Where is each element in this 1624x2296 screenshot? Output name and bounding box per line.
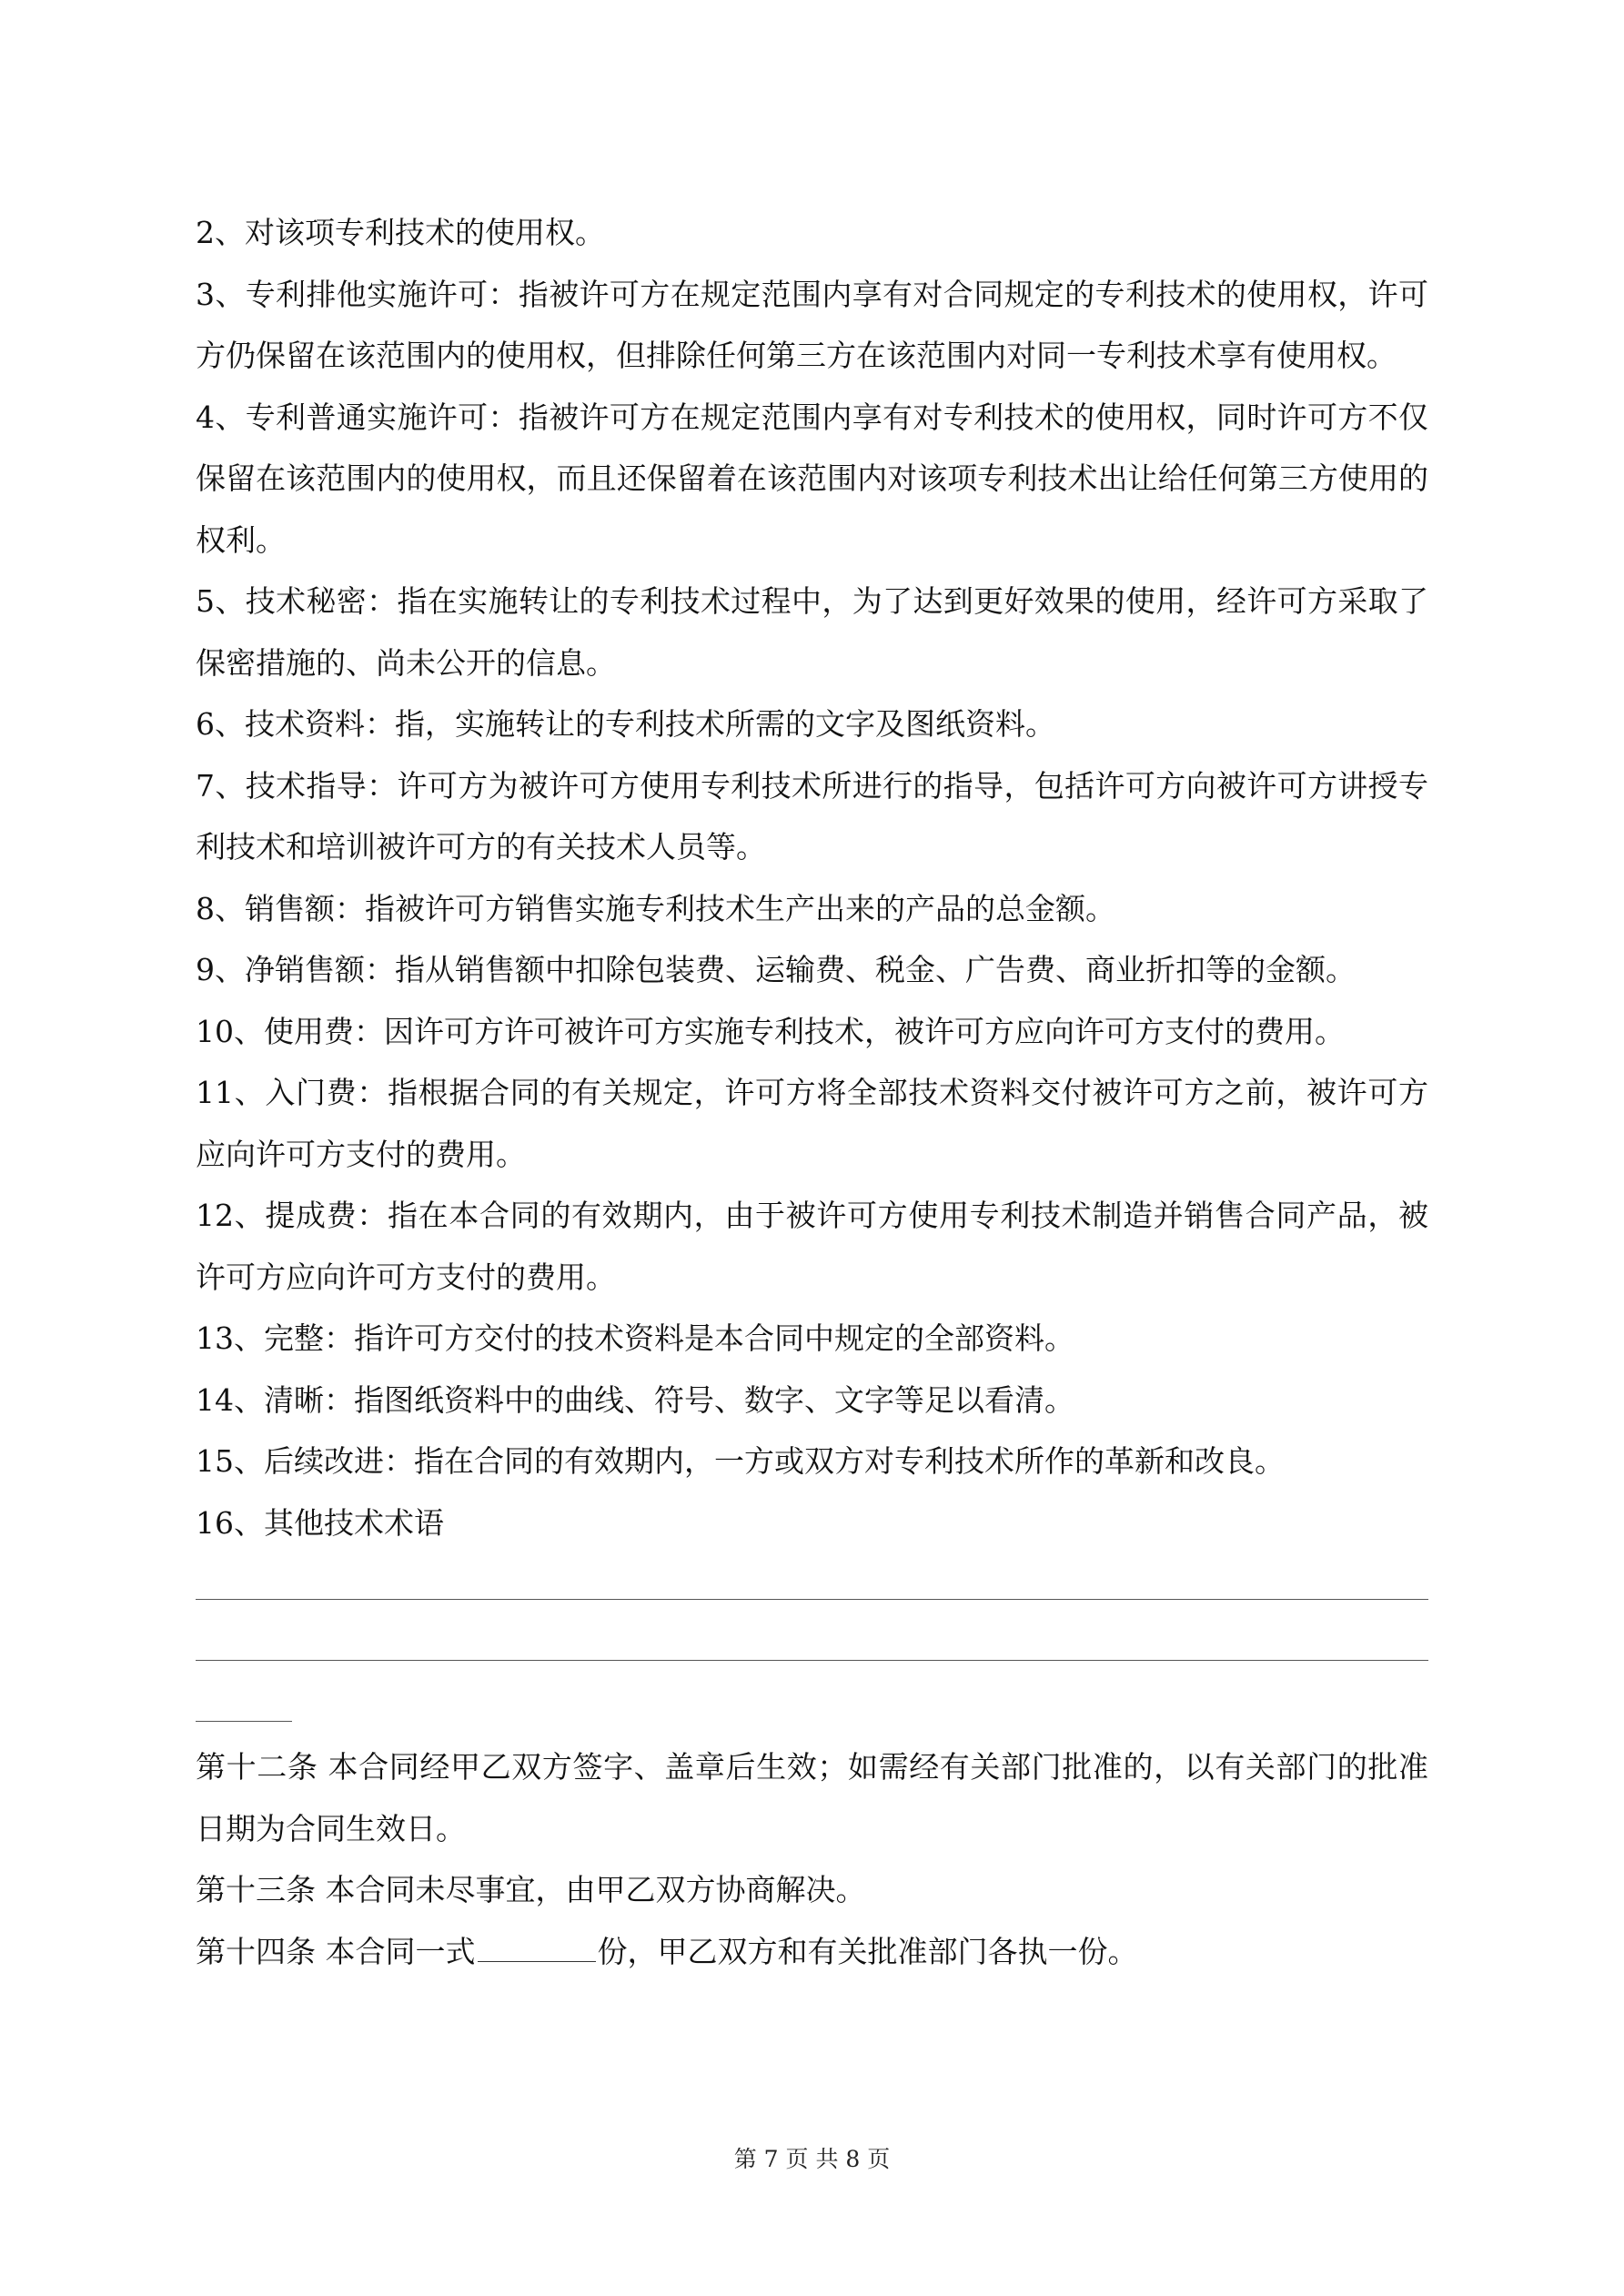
fill-in-line-2 bbox=[196, 1614, 1428, 1675]
page-footer: 第 7 页 共 8 页 bbox=[733, 2146, 891, 2172]
clause-7: 7、技术指导：许可方为被许可方使用专利技术所进行的指导，包括许可方向被许可方讲授专利技术和培训被许可方的有关技术人员等。 bbox=[196, 767, 1428, 865]
fill-in-line-3 bbox=[196, 1675, 1428, 1736]
fill-in-line-1 bbox=[196, 1553, 1428, 1614]
article-14-after: 份，甲乙双方和有关批准部门各执一份。 bbox=[597, 1933, 1138, 1969]
clause-8: 8、销售额：指被许可方销售实施专利技术生产出来的产品的总金额。 bbox=[196, 890, 1115, 926]
clause-10: 10、使用费：因许可方许可被许可方实施专利技术，被许可方应向许可方支付的费用。 bbox=[196, 1013, 1345, 1049]
clause-12: 12、提成费：指在本合同的有效期内，由于被许可方使用专利技术制造并销售合同产品，被许可方应向许可方支付的费用。 bbox=[196, 1198, 1428, 1295]
copies-blank bbox=[478, 1934, 596, 1962]
article-14 bbox=[196, 1921, 1428, 1983]
document-body bbox=[196, 202, 1428, 1982]
clause-15: 15、后续改进：指在合同的有效期内，一方或双方对专利技术所作的革新和改良。 bbox=[196, 1443, 1285, 1479]
clause-13: 13、完整：指许可方交付的技术资料是本合同中规定的全部资料。 bbox=[196, 1320, 1074, 1356]
clause-4: 4、专利普通实施许可：指被许可方在规定范围内享有对专利技术的使用权，同时许可方不仅保留在该范围内的使用权，而且还保留着在该范围内对该项专利技术出让给任何第三方使用的权利。 bbox=[196, 399, 1428, 558]
clause-9: 9、净销售额：指从销售额中扣除包装费、运输费、税金、广告费、商业折扣等的金额。 bbox=[196, 952, 1356, 987]
article-13: 第十三条 本合同未尽事宜，由甲乙双方协商解决。 bbox=[196, 1872, 866, 1907]
clause-14: 14、清晰：指图纸资料中的曲线、符号、数字、文字等足以看清。 bbox=[196, 1381, 1074, 1418]
clause-3: 3、专利排他实施许可：指被许可方在规定范围内享有对合同规定的专利技术的使用权，许可方仍保留在该范围内的使用权，但排除任何第三方在该范围内对同一专利技术享有使用权。 bbox=[196, 276, 1428, 373]
clause-11: 11、入门费：指根据合同的有关规定，许可方将全部技术资料交付被许可方之前，被许可方应向许可方支付的费用。 bbox=[196, 1075, 1428, 1172]
clause-2: 2、对该项专利技术的使用权。 bbox=[196, 215, 605, 250]
article-12: 第十二条 本合同经甲乙双方签字、盖章后生效；如需经有关部门批准的，以有关部门的批准日期为合同生效日。 bbox=[196, 1749, 1428, 1846]
clause-16: 16、其他技术术语 bbox=[196, 1504, 444, 1541]
clause-6: 6、技术资料：指，实施转让的专利技术所需的文字及图纸资料。 bbox=[196, 706, 1055, 742]
article-14-before: 第十四条 本合同一式 bbox=[196, 1933, 476, 1969]
clause-5: 5、技术秘密：指在实施转让的专利技术过程中，为了达到更好效果的使用，经许可方采取了保密措施的、尚未公开的信息。 bbox=[196, 583, 1428, 681]
